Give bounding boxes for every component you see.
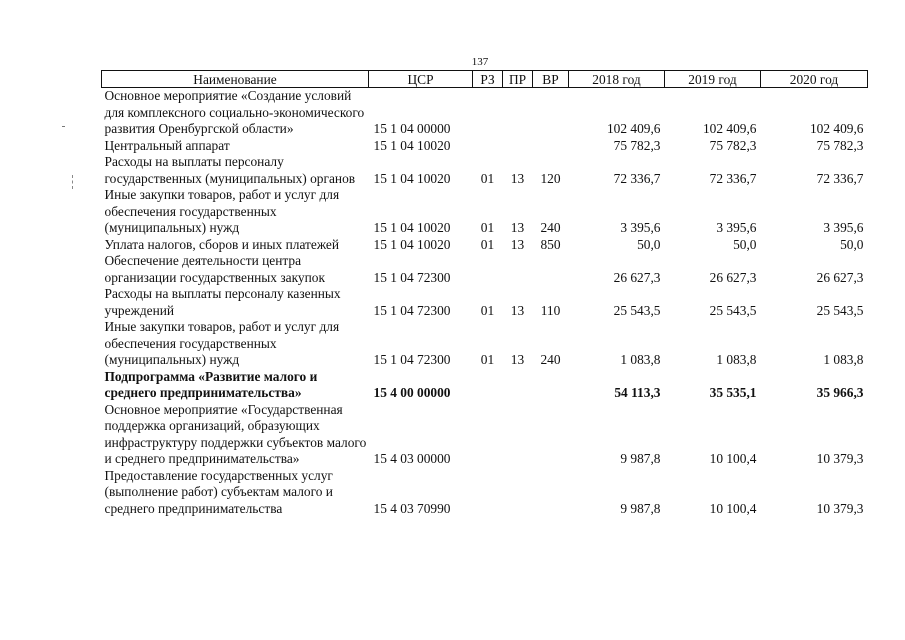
row-2019: 72 336,7 xyxy=(709,170,757,186)
row-2018: 102 409,6 xyxy=(606,121,661,136)
row-2018: 3 395,6 xyxy=(620,220,661,235)
row-2019: 25 543,5 xyxy=(709,302,757,318)
header-rz: РЗ xyxy=(473,71,503,88)
row-csr: 15 1 04 10020 xyxy=(373,170,451,186)
header-csr: ЦСР xyxy=(369,71,473,88)
row-name: Подпрограмма «Развитие малого и среднего предпринимательства» xyxy=(104,368,318,400)
row-csr: 15 1 04 10020 xyxy=(373,220,451,235)
row-2019: 50,0 xyxy=(733,236,757,252)
budget-table xyxy=(101,70,868,517)
row-pr xyxy=(503,369,533,402)
table-row xyxy=(102,253,868,286)
row-name: Уплата налогов, сборов и иных платежей xyxy=(104,236,340,252)
row-name: Центральный аппарат xyxy=(104,137,230,153)
table-body xyxy=(102,88,868,518)
row-2020: 25 543,5 xyxy=(816,302,864,318)
row-csr: 15 4 00 00000 xyxy=(373,385,451,400)
row-2018: 9 987,8 xyxy=(620,500,661,516)
row-name: Расходы на выплаты персоналу государственных (муниципальных) органов xyxy=(104,154,356,186)
row-rz xyxy=(473,253,503,286)
row-2020: 10 379,3 xyxy=(816,500,864,516)
header-name: Наименование xyxy=(102,71,369,88)
row-vr: 110 xyxy=(540,302,561,318)
table-row xyxy=(102,88,868,138)
row-2020: 72 336,7 xyxy=(816,170,864,186)
row-rz: 01 xyxy=(480,352,495,367)
row-name: Расходы на выплаты персоналу казенных учреждений xyxy=(104,286,341,318)
header-2018: 2018 год xyxy=(569,71,665,88)
header-pr: ПР xyxy=(503,71,533,88)
table-row xyxy=(102,154,868,187)
row-2019: 35 535,1 xyxy=(709,385,757,400)
row-csr: 15 4 03 00000 xyxy=(373,451,451,466)
row-pr xyxy=(503,138,533,155)
table-row xyxy=(102,468,868,518)
row-vr: 240 xyxy=(540,220,561,235)
row-2019: 26 627,3 xyxy=(709,269,757,285)
row-vr xyxy=(533,468,569,518)
row-2018: 25 543,5 xyxy=(613,302,661,318)
row-vr xyxy=(533,138,569,155)
row-2020: 35 966,3 xyxy=(816,385,864,400)
row-name: Иные закупки товаров, работ и услуг для обеспечения государственных (муниципальных) нужд xyxy=(104,319,340,367)
row-rz: 01 xyxy=(480,220,495,235)
row-rz: 01 xyxy=(480,170,495,186)
table-row xyxy=(102,402,868,468)
row-pr: 13 xyxy=(510,170,525,186)
row-2018: 75 782,3 xyxy=(613,137,661,153)
row-csr: 15 1 04 72300 xyxy=(373,269,451,285)
table-row xyxy=(102,369,868,402)
row-2018: 54 113,3 xyxy=(614,385,661,400)
row-csr: 15 1 04 00000 xyxy=(373,121,451,136)
row-2019: 10 100,4 xyxy=(709,500,757,516)
row-pr xyxy=(503,253,533,286)
row-csr: 15 1 04 10020 xyxy=(373,137,451,153)
row-csr: 15 1 04 72300 xyxy=(373,352,451,367)
row-vr xyxy=(533,369,569,402)
row-pr: 13 xyxy=(510,302,525,318)
table-row xyxy=(102,286,868,319)
row-vr xyxy=(533,253,569,286)
row-2018: 9 987,8 xyxy=(620,451,661,466)
row-2018: 72 336,7 xyxy=(613,170,661,186)
row-2018: 1 083,8 xyxy=(620,352,661,367)
row-2020: 50,0 xyxy=(840,236,864,252)
table-row xyxy=(102,138,868,155)
row-csr: 15 4 03 70990 xyxy=(373,500,451,516)
row-name: Иные закупки товаров, работ и услуг для обеспечения государственных (муниципальных) нужд xyxy=(104,187,340,235)
table-row xyxy=(102,319,868,369)
row-vr: 240 xyxy=(540,352,561,367)
row-2020: 1 083,8 xyxy=(823,352,864,367)
row-2019: 102 409,6 xyxy=(702,121,757,136)
scan-mark xyxy=(72,175,74,189)
header-2019: 2019 год xyxy=(665,71,761,88)
row-rz xyxy=(473,88,503,138)
row-pr: 13 xyxy=(510,236,525,252)
row-pr: 13 xyxy=(510,352,525,367)
row-2019: 3 395,6 xyxy=(716,220,757,235)
row-pr xyxy=(503,468,533,518)
row-2018: 50,0 xyxy=(637,236,661,252)
page-number: 137 xyxy=(471,56,489,68)
row-2020: 102 409,6 xyxy=(809,121,864,136)
row-2020: 26 627,3 xyxy=(816,269,864,285)
row-name: Основное мероприятие «Создание условий для комплексного социально-экономического развития Оренбургской области» xyxy=(104,88,365,136)
row-rz xyxy=(473,468,503,518)
table-row xyxy=(102,237,868,254)
row-2020: 75 782,3 xyxy=(816,137,864,153)
row-pr xyxy=(503,88,533,138)
row-rz xyxy=(473,369,503,402)
row-name: Предоставление государственных услуг (выполнение работ) субъектам малого и среднего предпринимательства xyxy=(104,467,333,516)
row-rz xyxy=(473,402,503,468)
row-rz: 01 xyxy=(480,236,495,252)
row-vr xyxy=(533,402,569,468)
row-vr: 120 xyxy=(540,170,561,186)
row-2019: 1 083,8 xyxy=(716,352,757,367)
row-2020: 3 395,6 xyxy=(823,220,864,235)
table-row xyxy=(102,187,868,237)
row-vr xyxy=(533,88,569,138)
header-2020: 2020 год xyxy=(761,71,868,88)
row-csr: 15 1 04 10020 xyxy=(373,236,451,252)
row-rz: 01 xyxy=(480,302,495,318)
header-vr: ВР xyxy=(533,71,569,88)
row-2020: 10 379,3 xyxy=(816,451,864,466)
header-row xyxy=(102,71,868,88)
row-pr: 13 xyxy=(510,220,525,235)
row-rz xyxy=(473,138,503,155)
row-2019: 75 782,3 xyxy=(709,137,757,153)
row-name: Обеспечение деятельности центра организации государственных закупок xyxy=(104,253,325,285)
row-csr: 15 1 04 72300 xyxy=(373,302,451,318)
scan-dot xyxy=(62,126,65,127)
row-2018: 26 627,3 xyxy=(613,269,661,285)
row-pr xyxy=(503,402,533,468)
row-vr: 850 xyxy=(540,236,561,252)
row-2019: 10 100,4 xyxy=(709,451,757,466)
row-name: Основное мероприятие «Государственная поддержка организаций, образующих инфраструктуру поддержки субъектов малого и среднего предпринимательства» xyxy=(104,401,367,466)
